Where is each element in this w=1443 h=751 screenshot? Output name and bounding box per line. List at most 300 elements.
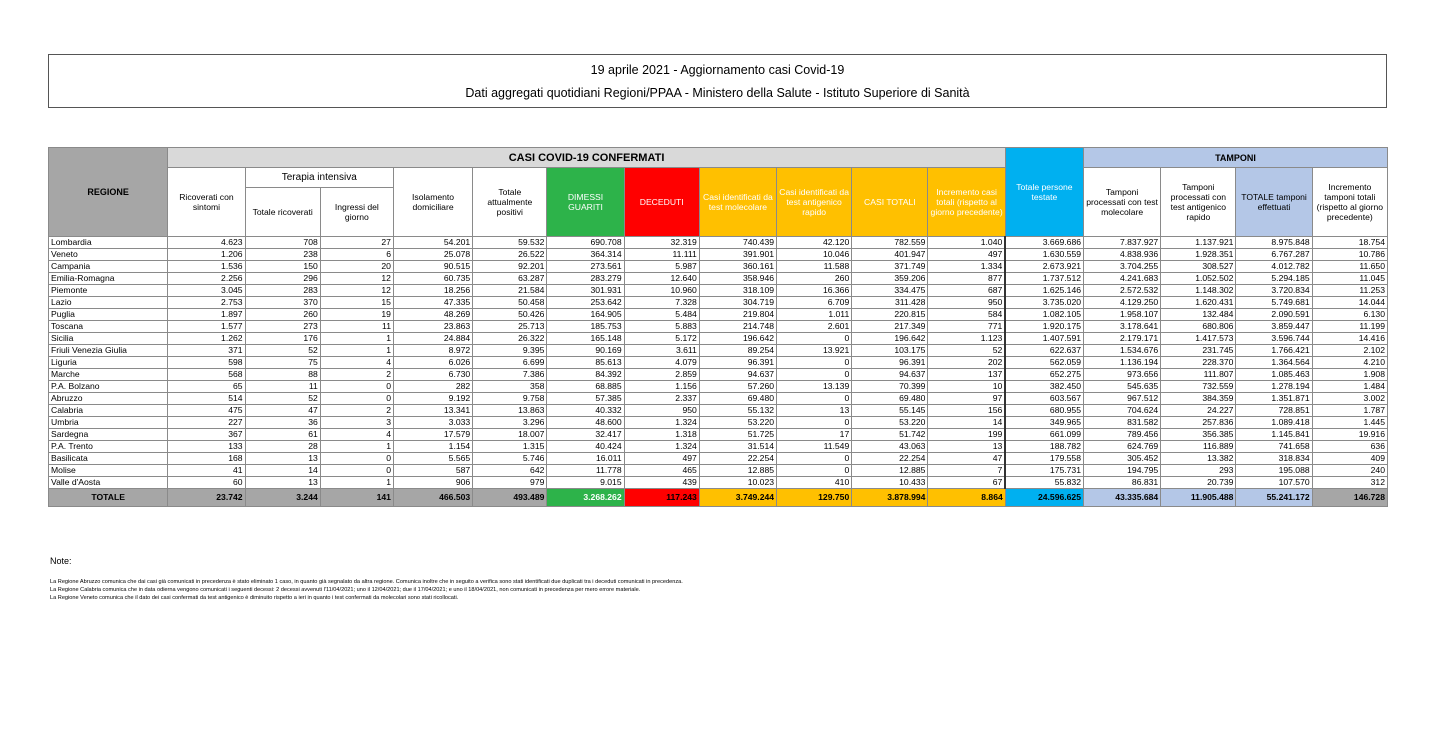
cell-casi-totali: 401.947	[852, 249, 928, 261]
cell-tamponi-totale: 195.088	[1236, 465, 1312, 477]
cell-molecolare: 318.109	[699, 285, 776, 297]
cell-ricoverati: 514	[168, 393, 245, 405]
cell-deceduti: 2.859	[624, 369, 699, 381]
total-cell-tamponi-molecolare: 43.335.684	[1084, 489, 1161, 507]
cell-antigenico: 13	[777, 405, 852, 417]
table-row	[49, 441, 1388, 453]
cell-casi-totali: 220.815	[852, 309, 928, 321]
cell-incremento: 67	[928, 477, 1005, 489]
cell-molecolare: 31.514	[699, 441, 776, 453]
cell-ricoverati: 65	[168, 381, 245, 393]
cell-tamponi-totale: 1.351.871	[1236, 393, 1312, 405]
cell-isolamento: 9.192	[393, 393, 472, 405]
cell-isolamento: 5.565	[393, 453, 472, 465]
note-line: La Regione Calabria comunica che in data odierna vengono comunicati i seguenti decessi: 2 decessi avvenuti l'11/04/2021; uno il 12/04/2021; due il 17/04/2021; e uno il 18/04/2021, non comunicati in precedenza per mero errore materiale.	[50, 587, 641, 593]
cell-tamponi-totale: 107.570	[1236, 477, 1312, 489]
cell-antigenico: 0	[777, 465, 852, 477]
cell-dimessi: 40.424	[547, 441, 624, 453]
cell-isolamento: 587	[393, 465, 472, 477]
cell-deceduti: 5.883	[624, 321, 699, 333]
cell-regione: Molise	[49, 465, 168, 477]
cell-casi-totali: 12.885	[852, 465, 928, 477]
cell-ti-totale: 36	[245, 417, 320, 429]
notes-section	[50, 556, 683, 602]
cell-regione: Liguria	[49, 357, 168, 369]
cell-casi-totali: 371.749	[852, 261, 928, 273]
cell-molecolare: 22.254	[699, 453, 776, 465]
total-cell-antigenico: 129.750	[777, 489, 852, 507]
cell-incremento: 14	[928, 417, 1005, 429]
cell-molecolare: 391.901	[699, 249, 776, 261]
cell-molecolare: 196.642	[699, 333, 776, 345]
table-row	[49, 453, 1388, 465]
table-row	[49, 309, 1388, 321]
cell-ti-ingressi: 4	[320, 357, 393, 369]
cell-dimessi: 164.905	[547, 309, 624, 321]
cell-isolamento: 90.515	[393, 261, 472, 273]
total-cell-regione: TOTALE	[49, 489, 168, 507]
cell-ti-totale: 150	[245, 261, 320, 273]
col-header-positivi: Totale attualmente positivi	[473, 168, 547, 237]
cell-ti-totale: 52	[245, 393, 320, 405]
cell-tamponi-totale: 1.364.564	[1236, 357, 1312, 369]
cell-regione: Marche	[49, 369, 168, 381]
cell-positivi: 5.746	[473, 453, 547, 465]
table-row	[49, 417, 1388, 429]
cell-isolamento: 47.335	[393, 297, 472, 309]
col-header-dimessi: DIMESSI GUARITI	[547, 168, 624, 237]
cell-molecolare: 89.254	[699, 345, 776, 357]
cell-isolamento: 906	[393, 477, 472, 489]
cell-tamponi-molecolare: 1.534.676	[1084, 345, 1161, 357]
cell-incremento: 10	[928, 381, 1005, 393]
cell-ricoverati: 1.536	[168, 261, 245, 273]
cell-ricoverati: 367	[168, 429, 245, 441]
cell-antigenico: 42.120	[777, 237, 852, 249]
cell-ti-ingressi: 0	[320, 393, 393, 405]
cell-ricoverati: 168	[168, 453, 245, 465]
cell-antigenico: 0	[777, 333, 852, 345]
cell-persone-testate: 175.731	[1005, 465, 1083, 477]
cell-tamponi-totale: 6.767.287	[1236, 249, 1312, 261]
cell-incremento: 687	[928, 285, 1005, 297]
cell-regione: Valle d'Aosta	[49, 477, 168, 489]
cell-ricoverati: 3.045	[168, 285, 245, 297]
cell-positivi: 9.395	[473, 345, 547, 357]
cell-ti-totale: 52	[245, 345, 320, 357]
cell-casi-totali: 70.399	[852, 381, 928, 393]
report-title: 19 aprile 2021 - Aggiornamento casi Covid-19	[590, 63, 845, 77]
cell-incremento: 52	[928, 345, 1005, 357]
cell-casi-totali: 359.206	[852, 273, 928, 285]
cell-tamponi-molecolare: 789.456	[1084, 429, 1161, 441]
cell-incremento: 1.334	[928, 261, 1005, 273]
cell-tamponi-molecolare: 3.704.255	[1084, 261, 1161, 273]
cell-antigenico: 2.601	[777, 321, 852, 333]
col-header-tamponi-totale: TOTALE tamponi effettuati	[1236, 168, 1312, 237]
cell-isolamento: 54.201	[393, 237, 472, 249]
cell-antigenico: 11.549	[777, 441, 852, 453]
cell-regione: Abruzzo	[49, 393, 168, 405]
col-header-ricoverati: Ricoverati con sintomi	[168, 168, 245, 237]
cell-ti-totale: 238	[245, 249, 320, 261]
cell-positivi: 26.522	[473, 249, 547, 261]
cell-ti-totale: 370	[245, 297, 320, 309]
cell-antigenico: 13.921	[777, 345, 852, 357]
cell-ti-ingressi: 1	[320, 441, 393, 453]
cell-incremento: 156	[928, 405, 1005, 417]
col-header-antigenico: Casi identificati da test antigenico rapido	[777, 168, 852, 237]
cell-persone-testate: 1.625.146	[1005, 285, 1083, 297]
cell-molecolare: 96.391	[699, 357, 776, 369]
cell-tamponi-molecolare: 624.769	[1084, 441, 1161, 453]
cell-molecolare: 740.439	[699, 237, 776, 249]
cell-tamponi-totale: 8.975.848	[1236, 237, 1312, 249]
cell-tamponi-molecolare: 2.572.532	[1084, 285, 1161, 297]
table-row	[49, 321, 1388, 333]
cell-molecolare: 219.804	[699, 309, 776, 321]
cell-deceduti: 10.960	[624, 285, 699, 297]
cell-casi-totali: 103.175	[852, 345, 928, 357]
cell-ricoverati: 2.256	[168, 273, 245, 285]
cell-ti-totale: 28	[245, 441, 320, 453]
cell-persone-testate: 562.059	[1005, 357, 1083, 369]
cell-deceduti: 7.328	[624, 297, 699, 309]
cell-deceduti: 439	[624, 477, 699, 489]
cell-ricoverati: 371	[168, 345, 245, 357]
cell-tamponi-molecolare: 545.635	[1084, 381, 1161, 393]
cell-positivi: 50.426	[473, 309, 547, 321]
cell-isolamento: 24.884	[393, 333, 472, 345]
cell-tamponi-incremento: 11.045	[1312, 273, 1387, 285]
cell-ricoverati: 568	[168, 369, 245, 381]
cell-tamponi-antigenico: 384.359	[1161, 393, 1236, 405]
cell-casi-totali: 53.220	[852, 417, 928, 429]
cell-tamponi-molecolare: 967.512	[1084, 393, 1161, 405]
cell-ricoverati: 41	[168, 465, 245, 477]
cell-ricoverati: 1.897	[168, 309, 245, 321]
cell-tamponi-incremento: 18.754	[1312, 237, 1387, 249]
cell-positivi: 18.007	[473, 429, 547, 441]
cell-tamponi-incremento: 3.002	[1312, 393, 1387, 405]
cell-molecolare: 358.946	[699, 273, 776, 285]
cell-tamponi-molecolare: 305.452	[1084, 453, 1161, 465]
table-row	[49, 273, 1388, 285]
cell-isolamento: 6.026	[393, 357, 472, 369]
cell-molecolare: 53.220	[699, 417, 776, 429]
cell-deceduti: 5.172	[624, 333, 699, 345]
cell-tamponi-molecolare: 194.795	[1084, 465, 1161, 477]
cell-positivi: 358	[473, 381, 547, 393]
cell-casi-totali: 51.742	[852, 429, 928, 441]
cell-casi-totali: 782.559	[852, 237, 928, 249]
total-row	[49, 489, 1388, 507]
cell-ti-ingressi: 0	[320, 453, 393, 465]
cell-isolamento: 13.341	[393, 405, 472, 417]
cell-regione: Lombardia	[49, 237, 168, 249]
cell-tamponi-incremento: 2.102	[1312, 345, 1387, 357]
note-line: La Regione Veneto comunica che il dato dei casi confermati da test antigenico è diminuito rispetto a ieri in quanto i test confermati da molecolari sono stati ricollocati.	[50, 595, 459, 601]
cell-regione: Piemonte	[49, 285, 168, 297]
cell-ti-totale: 283	[245, 285, 320, 297]
total-cell-persone-testate: 24.596.625	[1005, 489, 1083, 507]
cell-dimessi: 85.613	[547, 357, 624, 369]
cell-persone-testate: 1.407.591	[1005, 333, 1083, 345]
cell-persone-testate: 1.737.512	[1005, 273, 1083, 285]
total-cell-dimessi: 3.268.262	[547, 489, 624, 507]
cell-regione: Puglia	[49, 309, 168, 321]
cell-casi-totali: 217.349	[852, 321, 928, 333]
cell-incremento: 584	[928, 309, 1005, 321]
cell-tamponi-totale: 1.085.463	[1236, 369, 1312, 381]
cell-dimessi: 301.931	[547, 285, 624, 297]
cell-tamponi-incremento: 11.650	[1312, 261, 1387, 273]
col-header-isolamento: Isolamento domiciliare	[393, 168, 472, 237]
cell-ti-ingressi: 4	[320, 429, 393, 441]
table-row	[49, 369, 1388, 381]
note-line: La Regione Abruzzo comunica che dai casi già comunicati in precedenza è stato eliminato 1 caso, in quanto già segnalato da altra regione. Comunica inoltre che in seguito a verifica sono stati identificati due duplicati tra i deceduti comunicati in precedenza.	[50, 579, 683, 585]
cell-tamponi-totale: 1.766.421	[1236, 345, 1312, 357]
cell-tamponi-antigenico: 680.806	[1161, 321, 1236, 333]
cell-isolamento: 60.735	[393, 273, 472, 285]
cell-persone-testate: 349.965	[1005, 417, 1083, 429]
table-row	[49, 477, 1388, 489]
cell-antigenico: 0	[777, 417, 852, 429]
total-cell-tamponi-antigenico: 11.905.488	[1161, 489, 1236, 507]
cell-tamponi-molecolare: 704.624	[1084, 405, 1161, 417]
cell-ricoverati: 4.623	[168, 237, 245, 249]
cell-tamponi-antigenico: 1.148.302	[1161, 285, 1236, 297]
cell-ti-ingressi: 2	[320, 369, 393, 381]
col-header-regione: REGIONE	[49, 148, 168, 237]
total-cell-casi-totali: 3.878.994	[852, 489, 928, 507]
cell-incremento: 7	[928, 465, 1005, 477]
cell-antigenico: 0	[777, 453, 852, 465]
cell-molecolare: 51.725	[699, 429, 776, 441]
cell-deceduti: 2.337	[624, 393, 699, 405]
group-header-casi: CASI COVID-19 CONFERMATI	[168, 148, 1005, 168]
cell-deceduti: 12.640	[624, 273, 699, 285]
cell-persone-testate: 1.082.105	[1005, 309, 1083, 321]
col-header-tamponi-molecolare: Tamponi processati con test molecolare	[1084, 168, 1161, 237]
cell-casi-totali: 69.480	[852, 393, 928, 405]
table-row	[49, 465, 1388, 477]
cell-antigenico: 13.139	[777, 381, 852, 393]
cell-tamponi-totale: 3.596.744	[1236, 333, 1312, 345]
col-header-incremento: Incremento casi totali (rispetto al giorno precedente)	[928, 168, 1005, 237]
cell-casi-totali: 334.475	[852, 285, 928, 297]
cell-ti-ingressi: 0	[320, 465, 393, 477]
cell-deceduti: 11.111	[624, 249, 699, 261]
cell-casi-totali: 43.063	[852, 441, 928, 453]
total-cell-ti-ingressi: 141	[320, 489, 393, 507]
cell-ti-ingressi: 11	[320, 321, 393, 333]
cell-molecolare: 69.480	[699, 393, 776, 405]
cell-tamponi-incremento: 11.199	[1312, 321, 1387, 333]
cell-persone-testate: 652.275	[1005, 369, 1083, 381]
cell-incremento: 1.040	[928, 237, 1005, 249]
cell-molecolare: 214.748	[699, 321, 776, 333]
cell-dimessi: 690.708	[547, 237, 624, 249]
total-cell-tamponi-totale: 55.241.172	[1236, 489, 1312, 507]
cell-molecolare: 55.132	[699, 405, 776, 417]
cell-deceduti: 465	[624, 465, 699, 477]
cell-molecolare: 57.260	[699, 381, 776, 393]
report-subtitle: Dati aggregati quotidiani Regioni/PPAA - Ministero della Salute - Istituto Superiore di Sanità	[465, 86, 970, 100]
cell-incremento: 1.123	[928, 333, 1005, 345]
cell-ti-totale: 47	[245, 405, 320, 417]
cell-tamponi-totale: 728.851	[1236, 405, 1312, 417]
cell-tamponi-antigenico: 257.836	[1161, 417, 1236, 429]
total-cell-positivi: 493.489	[473, 489, 547, 507]
col-header-casi-totali: CASI TOTALI	[852, 168, 928, 237]
cell-persone-testate: 188.782	[1005, 441, 1083, 453]
cell-persone-testate: 2.673.921	[1005, 261, 1083, 273]
col-header-molecolare: Casi identificati da test molecolare	[699, 168, 776, 237]
cell-dimessi: 185.753	[547, 321, 624, 333]
cell-positivi: 1.315	[473, 441, 547, 453]
cell-ti-ingressi: 1	[320, 477, 393, 489]
cell-tamponi-molecolare: 2.179.171	[1084, 333, 1161, 345]
cell-ricoverati: 598	[168, 357, 245, 369]
cell-ricoverati: 60	[168, 477, 245, 489]
cell-regione: Basilicata	[49, 453, 168, 465]
cell-dimessi: 48.600	[547, 417, 624, 429]
cell-regione: Sicilia	[49, 333, 168, 345]
cell-persone-testate: 3.669.686	[1005, 237, 1083, 249]
cell-tamponi-incremento: 240	[1312, 465, 1387, 477]
cell-tamponi-molecolare: 4.129.250	[1084, 297, 1161, 309]
cell-tamponi-molecolare: 86.831	[1084, 477, 1161, 489]
cell-incremento: 771	[928, 321, 1005, 333]
cell-molecolare: 94.637	[699, 369, 776, 381]
cell-ti-totale: 13	[245, 477, 320, 489]
cell-ti-totale: 75	[245, 357, 320, 369]
cell-deceduti: 3.611	[624, 345, 699, 357]
cell-regione: Emilia-Romagna	[49, 273, 168, 285]
cell-positivi: 92.201	[473, 261, 547, 273]
cell-tamponi-molecolare: 7.837.927	[1084, 237, 1161, 249]
cell-dimessi: 283.279	[547, 273, 624, 285]
cell-tamponi-totale: 5.749.681	[1236, 297, 1312, 309]
cell-antigenico: 10.046	[777, 249, 852, 261]
cell-positivi: 26.322	[473, 333, 547, 345]
cell-tamponi-antigenico: 1.137.921	[1161, 237, 1236, 249]
cell-ricoverati: 1.206	[168, 249, 245, 261]
cell-ti-ingressi: 3	[320, 417, 393, 429]
col-header-persone-testate: Totale persone testate	[1005, 148, 1083, 237]
cell-tamponi-antigenico: 1.928.351	[1161, 249, 1236, 261]
cell-tamponi-totale: 1.278.194	[1236, 381, 1312, 393]
cell-persone-testate: 622.637	[1005, 345, 1083, 357]
cell-dimessi: 90.169	[547, 345, 624, 357]
cell-deceduti: 1.324	[624, 417, 699, 429]
cell-tamponi-antigenico: 293	[1161, 465, 1236, 477]
cell-positivi: 21.584	[473, 285, 547, 297]
cell-dimessi: 32.417	[547, 429, 624, 441]
total-cell-ti-totale: 3.244	[245, 489, 320, 507]
cell-tamponi-molecolare: 1.136.194	[1084, 357, 1161, 369]
cell-regione: Friuli Venezia Giulia	[49, 345, 168, 357]
cell-persone-testate: 661.099	[1005, 429, 1083, 441]
cell-ti-totale: 11	[245, 381, 320, 393]
cell-deceduti: 950	[624, 405, 699, 417]
cell-antigenico: 1.011	[777, 309, 852, 321]
cell-tamponi-antigenico: 356.385	[1161, 429, 1236, 441]
cell-tamponi-totale: 2.090.591	[1236, 309, 1312, 321]
table-row	[49, 285, 1388, 297]
cell-dimessi: 364.314	[547, 249, 624, 261]
cell-tamponi-incremento: 1.445	[1312, 417, 1387, 429]
table-row	[49, 249, 1388, 261]
cell-incremento: 497	[928, 249, 1005, 261]
cell-tamponi-incremento: 19.916	[1312, 429, 1387, 441]
cell-antigenico: 0	[777, 357, 852, 369]
cell-deceduti: 1.156	[624, 381, 699, 393]
cell-antigenico: 16.366	[777, 285, 852, 297]
cell-isolamento: 25.078	[393, 249, 472, 261]
cell-incremento: 199	[928, 429, 1005, 441]
cell-persone-testate: 1.630.559	[1005, 249, 1083, 261]
cell-regione: P.A. Trento	[49, 441, 168, 453]
cell-tamponi-totale: 3.720.834	[1236, 285, 1312, 297]
cell-molecolare: 360.161	[699, 261, 776, 273]
cell-dimessi: 16.011	[547, 453, 624, 465]
cell-ti-ingressi: 20	[320, 261, 393, 273]
cell-tamponi-incremento: 1.787	[1312, 405, 1387, 417]
cell-casi-totali: 10.433	[852, 477, 928, 489]
cell-regione: P.A. Bolzano	[49, 381, 168, 393]
cell-molecolare: 304.719	[699, 297, 776, 309]
covid-data-table	[48, 147, 1388, 507]
cell-ti-ingressi: 12	[320, 273, 393, 285]
cell-tamponi-molecolare: 831.582	[1084, 417, 1161, 429]
cell-deceduti: 32.319	[624, 237, 699, 249]
cell-persone-testate: 680.955	[1005, 405, 1083, 417]
total-cell-deceduti: 117.243	[624, 489, 699, 507]
cell-deceduti: 5.484	[624, 309, 699, 321]
cell-molecolare: 12.885	[699, 465, 776, 477]
cell-ricoverati: 475	[168, 405, 245, 417]
cell-ti-totale: 708	[245, 237, 320, 249]
cell-ti-totale: 14	[245, 465, 320, 477]
col-header-tamponi-incremento: Incremento tamponi totali (rispetto al giorno precedente)	[1312, 168, 1387, 237]
table-row	[49, 333, 1388, 345]
col-header-ti-totale: Totale ricoverati	[245, 188, 320, 237]
cell-tamponi-antigenico: 1.620.431	[1161, 297, 1236, 309]
cell-ti-totale: 88	[245, 369, 320, 381]
cell-tamponi-antigenico: 732.559	[1161, 381, 1236, 393]
cell-persone-testate: 603.567	[1005, 393, 1083, 405]
cell-dimessi: 57.385	[547, 393, 624, 405]
cell-tamponi-antigenico: 228.370	[1161, 357, 1236, 369]
cell-antigenico: 0	[777, 393, 852, 405]
cell-ti-totale: 273	[245, 321, 320, 333]
table-row	[49, 345, 1388, 357]
cell-positivi: 50.458	[473, 297, 547, 309]
cell-positivi: 7.386	[473, 369, 547, 381]
cell-persone-testate: 179.558	[1005, 453, 1083, 465]
cell-incremento: 47	[928, 453, 1005, 465]
cell-deceduti: 1.324	[624, 441, 699, 453]
cell-positivi: 642	[473, 465, 547, 477]
total-cell-isolamento: 466.503	[393, 489, 472, 507]
cell-dimessi: 40.332	[547, 405, 624, 417]
cell-dimessi: 9.015	[547, 477, 624, 489]
cell-isolamento: 23.863	[393, 321, 472, 333]
cell-tamponi-molecolare: 4.838.936	[1084, 249, 1161, 261]
cell-tamponi-antigenico: 13.382	[1161, 453, 1236, 465]
